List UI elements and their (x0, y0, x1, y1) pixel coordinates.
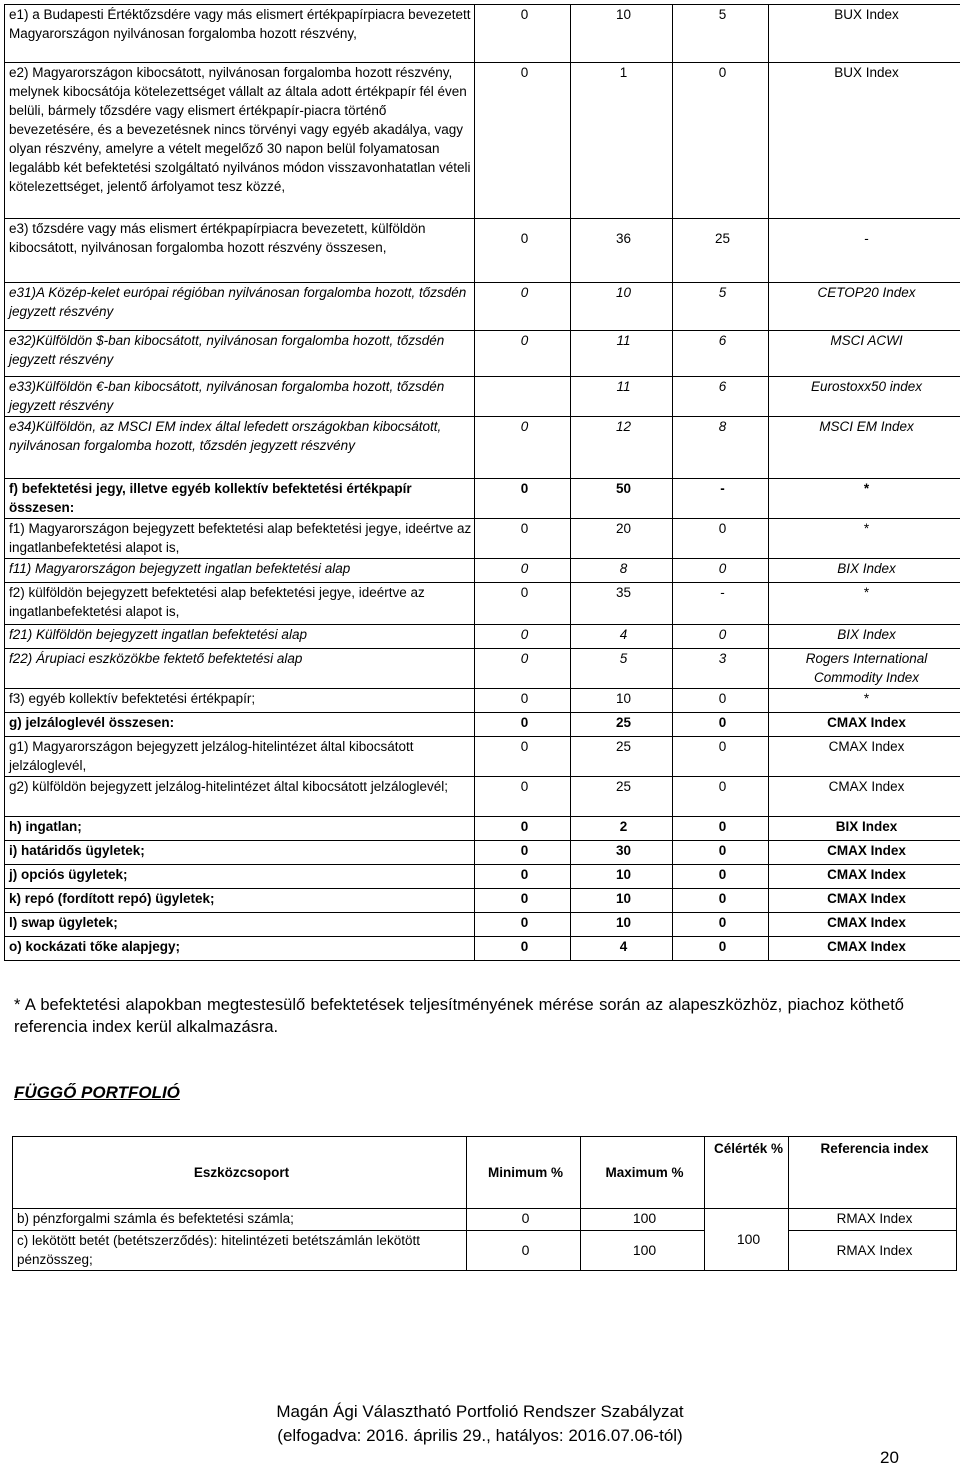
row-ref: CMAX Index (769, 865, 960, 889)
row-label: f3) egyéb kollektív befektetési értékpapír; (5, 689, 475, 713)
row-ref: Rogers International Commodity Index (769, 649, 960, 689)
row-ref: - (769, 219, 960, 283)
table-row (5, 63, 960, 219)
row-label: l) swap ügyletek; (5, 913, 475, 937)
row-min: 0 (475, 583, 571, 625)
investment-limits-table (4, 4, 960, 961)
row-min: 0 (475, 937, 571, 961)
row-ref: RMAX Index (789, 1231, 957, 1271)
row-label: i) határidős ügyletek; (5, 841, 475, 865)
row-target: 0 (673, 737, 769, 777)
row-target: 0 (673, 625, 769, 649)
table-row (5, 777, 960, 817)
row-target: 0 (673, 841, 769, 865)
row-min: 0 (475, 865, 571, 889)
row-min: 0 (475, 283, 571, 331)
section-title: FÜGGŐ PORTFOLIÓ (14, 1083, 180, 1103)
row-target: - (673, 583, 769, 625)
portfolio-header-row (13, 1137, 957, 1209)
row-max: 50 (571, 479, 673, 519)
row-label: b) pénzforgalmi számla és befektetési számla; (13, 1209, 467, 1231)
row-label: f11) Magyarországon bejegyzett ingatlan befektetési alap (5, 559, 475, 583)
table-row (5, 817, 960, 841)
row-max: 8 (571, 559, 673, 583)
row-min: 0 (475, 913, 571, 937)
row-max: 11 (571, 331, 673, 377)
row-target: 5 (673, 283, 769, 331)
table-row (13, 1209, 957, 1231)
row-target: 0 (673, 519, 769, 559)
row-ref: CMAX Index (769, 737, 960, 777)
row-label: o) kockázati tőke alapjegy; (5, 937, 475, 961)
row-max: 10 (571, 865, 673, 889)
row-ref: CMAX Index (769, 841, 960, 865)
row-ref: * (769, 689, 960, 713)
table-row (5, 5, 960, 63)
table-row (5, 865, 960, 889)
table-row (5, 559, 960, 583)
table-row (5, 417, 960, 479)
row-ref: * (769, 519, 960, 559)
row-ref: BIX Index (769, 559, 960, 583)
row-max: 25 (571, 737, 673, 777)
header-ref: Referencia index (789, 1137, 957, 1209)
table-row (5, 889, 960, 913)
row-max: 35 (571, 583, 673, 625)
table-row (5, 649, 960, 689)
row-label: e3) tőzsdére vagy más elismert értékpapírpiacra bevezetett, külföldön kibocsátott, nyilvánosan forgalomba hozott részvény összesen, (5, 219, 475, 283)
row-target: 0 (673, 865, 769, 889)
row-min: 0 (475, 777, 571, 817)
row-label: g) jelzáloglevél összesen: (5, 713, 475, 737)
row-label: e33)Külföldön €-ban kibocsátott, nyilvánosan forgalomba hozott, tőzsdén jegyzett részvény (5, 377, 475, 417)
row-ref: CETOP20 Index (769, 283, 960, 331)
row-max: 100 (581, 1209, 705, 1231)
row-max: 25 (571, 777, 673, 817)
row-max: 11 (571, 377, 673, 417)
row-max: 1 (571, 63, 673, 219)
row-max: 25 (571, 713, 673, 737)
table-row (5, 583, 960, 625)
row-max: 10 (571, 889, 673, 913)
row-target: 8 (673, 417, 769, 479)
row-target: 0 (673, 817, 769, 841)
row-max: 12 (571, 417, 673, 479)
table-row (5, 937, 960, 961)
row-max: 30 (571, 841, 673, 865)
row-min: 0 (467, 1231, 581, 1271)
row-target: 6 (673, 377, 769, 417)
row-min: 0 (475, 559, 571, 583)
row-max: 10 (571, 913, 673, 937)
header-min: Minimum % (467, 1137, 581, 1209)
row-target: 0 (673, 689, 769, 713)
row-ref: CMAX Index (769, 777, 960, 817)
table-row (5, 331, 960, 377)
table-row (5, 283, 960, 331)
row-label: e32)Külföldön $-ban kibocsátott, nyilvánosan forgalomba hozott, tőzsdén jegyzett részvény (5, 331, 475, 377)
row-label: f22) Árupiaci eszközökbe fektető befektetési alap (5, 649, 475, 689)
row-label: f21) Külföldön bejegyzett ingatlan befektetési alap (5, 625, 475, 649)
row-label: f) befektetési jegy, illetve egyéb kollektív befektetési értékpapír összesen: (5, 479, 475, 519)
row-max: 10 (571, 283, 673, 331)
table-row (5, 479, 960, 519)
row-target: 25 (673, 219, 769, 283)
row-label: c) lekötött betét (betétszerződés): hitelintézeti betétszámlán lekötött pénzösszeg; (13, 1231, 467, 1271)
pending-portfolio-table (12, 1136, 957, 1271)
row-max: 4 (571, 625, 673, 649)
row-max: 36 (571, 219, 673, 283)
row-min: 0 (475, 737, 571, 777)
row-ref: BUX Index (769, 5, 960, 63)
row-target: 0 (673, 777, 769, 817)
row-max: 100 (581, 1231, 705, 1271)
row-target: 0 (673, 937, 769, 961)
row-ref: CMAX Index (769, 713, 960, 737)
row-min: 0 (475, 331, 571, 377)
footer-dates: (elfogadva: 2016. április 29., hatályos: 2016.07.06-tól) (0, 1424, 960, 1448)
row-label: e31)A Közép-kelet európai régióban nyilvánosan forgalomba hozott, tőzsdén jegyzett részvény (5, 283, 475, 331)
row-max: 20 (571, 519, 673, 559)
row-min: 0 (475, 417, 571, 479)
row-min: 0 (475, 519, 571, 559)
row-max: 5 (571, 649, 673, 689)
row-max: 10 (571, 689, 673, 713)
row-ref: RMAX Index (789, 1209, 957, 1231)
row-min: 0 (475, 841, 571, 865)
footer-title: Magán Ági Választható Portfolió Rendszer Szabályzat (0, 1400, 960, 1424)
row-ref: BIX Index (769, 817, 960, 841)
page-footer (0, 1400, 960, 1448)
table-row (5, 377, 960, 417)
page-number: 20 (880, 1448, 899, 1468)
row-ref: CMAX Index (769, 913, 960, 937)
row-min: 0 (475, 817, 571, 841)
row-min: 0 (475, 713, 571, 737)
row-ref: MSCI EM Index (769, 417, 960, 479)
table-row (5, 713, 960, 737)
row-label: g2) külföldön bejegyzett jelzálog-hitelintézet által kibocsátott jelzáloglevél; (5, 777, 475, 817)
row-target: 0 (673, 63, 769, 219)
row-target: 5 (673, 5, 769, 63)
row-label: e2) Magyarországon kibocsátott, nyilvánosan forgalomba hozott részvény, melynek kibocsátója kötelezettséget vállalt az általa adott értékpapír fél éven belüli, bármely tőzsdére vagy elismert értékpapír-piacra történő bevezetésére, és a bevezetésnek nincs törvényi vagy egyéb akadálya, vagy olyan részvény, amelyre a vételt megelőző 30 napon belül folyamatosan legalább két befektetési szolgáltató nyilvános módon visszavonhatatlan vételi kötelezettséget, jelentő árfolyamot tesz közzé, (5, 63, 475, 219)
table-row (5, 841, 960, 865)
row-ref: MSCI ACWI (769, 331, 960, 377)
table-row (5, 625, 960, 649)
row-min: 0 (475, 219, 571, 283)
row-label: h) ingatlan; (5, 817, 475, 841)
row-target: 0 (673, 913, 769, 937)
row-ref: CMAX Index (769, 889, 960, 913)
row-min: 0 (475, 5, 571, 63)
row-label: f2) külföldön bejegyzett befektetési alap befektetési jegye, ideértve az ingatlanbefektetési alapot is, (5, 583, 475, 625)
table-row (5, 219, 960, 283)
row-target: 3 (673, 649, 769, 689)
row-label: e1) a Budapesti Értéktőzsdére vagy más elismert értékpapírpiacra bevezetett Magyarországon nyilvánosan forgalomba hozott részvény, (5, 5, 475, 63)
table-row (5, 689, 960, 713)
row-target: 0 (673, 559, 769, 583)
table-row (5, 737, 960, 777)
row-target: - (673, 479, 769, 519)
row-label: e34)Külföldön, az MSCI EM index által lefedett országokban kibocsátott, nyilvánosan forgalomba hozott, tőzsdén jegyzett részvény (5, 417, 475, 479)
footnote: * A befektetési alapokban megtestesülő befektetések teljesítményének mérése során az alapeszközhöz, piachoz köthető referencia index kerül alkalmazásra. (14, 994, 904, 1038)
row-ref: BUX Index (769, 63, 960, 219)
row-min: 0 (475, 63, 571, 219)
row-label: k) repó (fordított repó) ügyletek; (5, 889, 475, 913)
row-ref: CMAX Index (769, 937, 960, 961)
header-asset: Eszközcsoport (13, 1137, 467, 1209)
row-min (475, 377, 571, 417)
table-row (5, 519, 960, 559)
row-min: 0 (467, 1209, 581, 1231)
row-target: 0 (673, 713, 769, 737)
row-label: f1) Magyarországon bejegyzett befektetési alap befektetési jegye, ideértve az ingatlanbefektetési alapot is, (5, 519, 475, 559)
row-min: 0 (475, 625, 571, 649)
row-min: 0 (475, 479, 571, 519)
row-target: 6 (673, 331, 769, 377)
row-label: j) opciós ügyletek; (5, 865, 475, 889)
row-target-merged: 100 (705, 1209, 789, 1271)
row-ref: * (769, 479, 960, 519)
row-target: 0 (673, 889, 769, 913)
row-min: 0 (475, 689, 571, 713)
row-ref: BIX Index (769, 625, 960, 649)
header-max: Maximum % (581, 1137, 705, 1209)
row-label: g1) Magyarországon bejegyzett jelzálog-hitelintézet által kibocsátott jelzáloglevél, (5, 737, 475, 777)
row-max: 4 (571, 937, 673, 961)
row-min: 0 (475, 889, 571, 913)
row-ref: Eurostoxx50 index (769, 377, 960, 417)
row-min: 0 (475, 649, 571, 689)
header-target: Célérték % (705, 1137, 789, 1209)
table-row (5, 913, 960, 937)
row-max: 10 (571, 5, 673, 63)
table-row (13, 1231, 957, 1271)
row-ref: * (769, 583, 960, 625)
row-max: 2 (571, 817, 673, 841)
